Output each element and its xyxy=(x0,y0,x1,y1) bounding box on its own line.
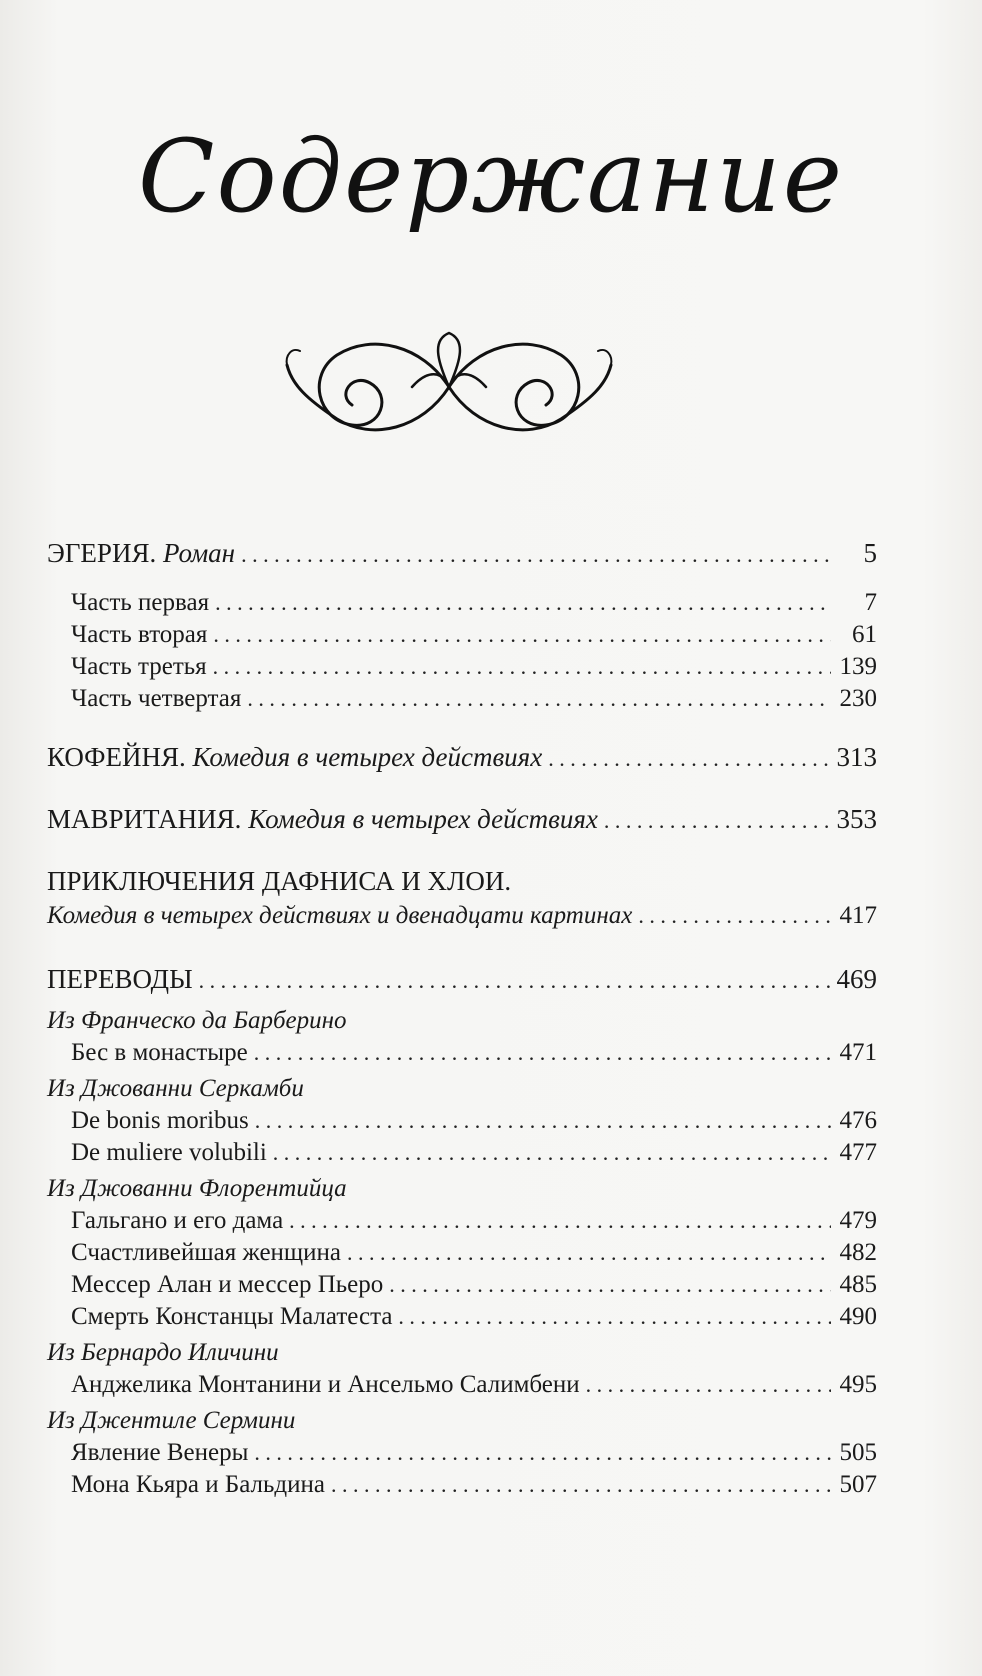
page-number: 507 xyxy=(839,1471,877,1498)
toc-entry-dafnis[interactable] xyxy=(47,899,877,933)
subentry-label: Мессер Алан и мессер Пьеро xyxy=(71,1271,384,1298)
toc-subentry[interactable] xyxy=(47,1137,877,1169)
entry-genre: Комедия в четырех действиях xyxy=(248,804,598,834)
leader-dots xyxy=(638,899,831,933)
toc-subentry[interactable] xyxy=(47,1105,877,1137)
subentry-label: Смерть Констанцы Малатеста xyxy=(71,1303,393,1330)
subentry-label: De bonis moribus xyxy=(71,1107,249,1134)
page-number: 505 xyxy=(839,1439,877,1466)
toc-subentry[interactable] xyxy=(47,619,877,651)
subentry-label: Явление Венеры xyxy=(71,1439,249,1466)
toc-subentry[interactable] xyxy=(47,1369,877,1401)
toc-entry-perevody[interactable] xyxy=(47,961,877,999)
page-number: 477 xyxy=(839,1139,877,1166)
page-number: 5 xyxy=(863,538,877,568)
toc-subentry[interactable] xyxy=(47,1037,877,1069)
toc-subentry[interactable] xyxy=(47,1469,877,1501)
page-number: 490 xyxy=(839,1303,877,1330)
page-number: 230 xyxy=(839,685,877,712)
leader-dots xyxy=(199,961,831,999)
entry-genre: Роман xyxy=(162,538,236,568)
page-number: 61 xyxy=(852,621,877,648)
table-of-contents xyxy=(47,535,877,1501)
entry-title: ЭГЕРИЯ. xyxy=(47,538,157,568)
leader-dots xyxy=(254,1037,831,1069)
leader-dots xyxy=(289,1205,831,1237)
page-number: 479 xyxy=(839,1207,877,1234)
subentry-label: De muliere volubili xyxy=(71,1139,267,1166)
toc-subentry[interactable] xyxy=(47,1269,877,1301)
subentry-label: Гальгано и его дама xyxy=(71,1207,284,1234)
translation-author: Из Джентиле Сермини xyxy=(47,1407,296,1434)
entry-title: ПЕРЕВОДЫ xyxy=(47,964,193,994)
entry-title: КОФЕЙНЯ. xyxy=(47,742,186,772)
leader-dots xyxy=(398,1301,831,1333)
leader-dots xyxy=(213,619,831,651)
page-title: Содержание xyxy=(137,118,845,235)
page-number: 7 xyxy=(864,589,877,616)
toc-subentry[interactable] xyxy=(47,651,877,683)
translation-author: Из Джованни Флорентийца xyxy=(47,1175,347,1202)
toc-entry-dafnis-title[interactable]: ПРИКЛЮЧЕНИЯ ДАФНИСА И ХЛОИ. xyxy=(47,866,512,896)
subentry-label: Часть третья xyxy=(71,653,207,680)
leader-dots xyxy=(247,683,831,715)
leader-dots xyxy=(347,1237,831,1269)
leader-dots xyxy=(586,1369,831,1401)
toc-entry-egeria[interactable] xyxy=(47,535,877,573)
page-number: 417 xyxy=(839,902,877,929)
page-number: 495 xyxy=(839,1371,877,1398)
page-number: 469 xyxy=(836,964,877,994)
subentry-label: Часть четвертая xyxy=(71,685,242,712)
toc-subentry[interactable] xyxy=(47,1437,877,1469)
toc-subentry[interactable] xyxy=(47,1301,877,1333)
subentry-label: Анджелика Монтанини и Ансельмо Салимбени xyxy=(71,1371,580,1398)
toc-subentry[interactable] xyxy=(47,1237,877,1269)
entry-genre: Комедия в четырех действиях и двенадцати картинах xyxy=(47,902,633,929)
translation-author: Из Джованни Серкамби xyxy=(47,1075,304,1102)
toc-subentry[interactable] xyxy=(47,1205,877,1237)
translation-author: Из Франческо да Барберино xyxy=(47,1007,347,1034)
translation-author: Из Бернардо Иличини xyxy=(47,1339,279,1366)
toc-entry-mavritaniya[interactable] xyxy=(47,801,877,839)
page-number: 353 xyxy=(836,804,877,834)
subentry-label: Счастливейшая женщина xyxy=(71,1239,342,1266)
leader-dots xyxy=(213,651,831,683)
leader-dots xyxy=(604,801,831,839)
leader-dots xyxy=(255,1105,831,1137)
leader-dots xyxy=(273,1137,831,1169)
flourish-ornament-icon xyxy=(282,325,617,450)
leader-dots xyxy=(548,739,830,777)
toc-entry-kofeynya[interactable] xyxy=(47,739,877,777)
leader-dots xyxy=(241,535,831,573)
page-number: 139 xyxy=(839,653,877,680)
entry-title: МАВРИТАНИЯ. xyxy=(47,804,242,834)
leader-dots xyxy=(215,587,831,619)
toc-subentry[interactable] xyxy=(47,683,877,715)
leader-dots xyxy=(389,1269,831,1301)
page-number: 313 xyxy=(836,742,877,772)
page-number: 471 xyxy=(839,1039,877,1066)
subentry-label: Бес в монастыре xyxy=(71,1039,248,1066)
subentry-label: Часть первая xyxy=(71,589,210,616)
page-number: 476 xyxy=(839,1107,877,1134)
leader-dots xyxy=(331,1469,831,1501)
subentry-label: Мона Кьяра и Бальдина xyxy=(71,1471,326,1498)
page-number: 485 xyxy=(839,1271,877,1298)
entry-genre: Комедия в четырех действиях xyxy=(192,742,543,772)
leader-dots xyxy=(254,1437,831,1469)
toc-subentry[interactable] xyxy=(47,587,877,619)
subentry-label: Часть вторая xyxy=(71,621,208,648)
page-number: 482 xyxy=(839,1239,877,1266)
